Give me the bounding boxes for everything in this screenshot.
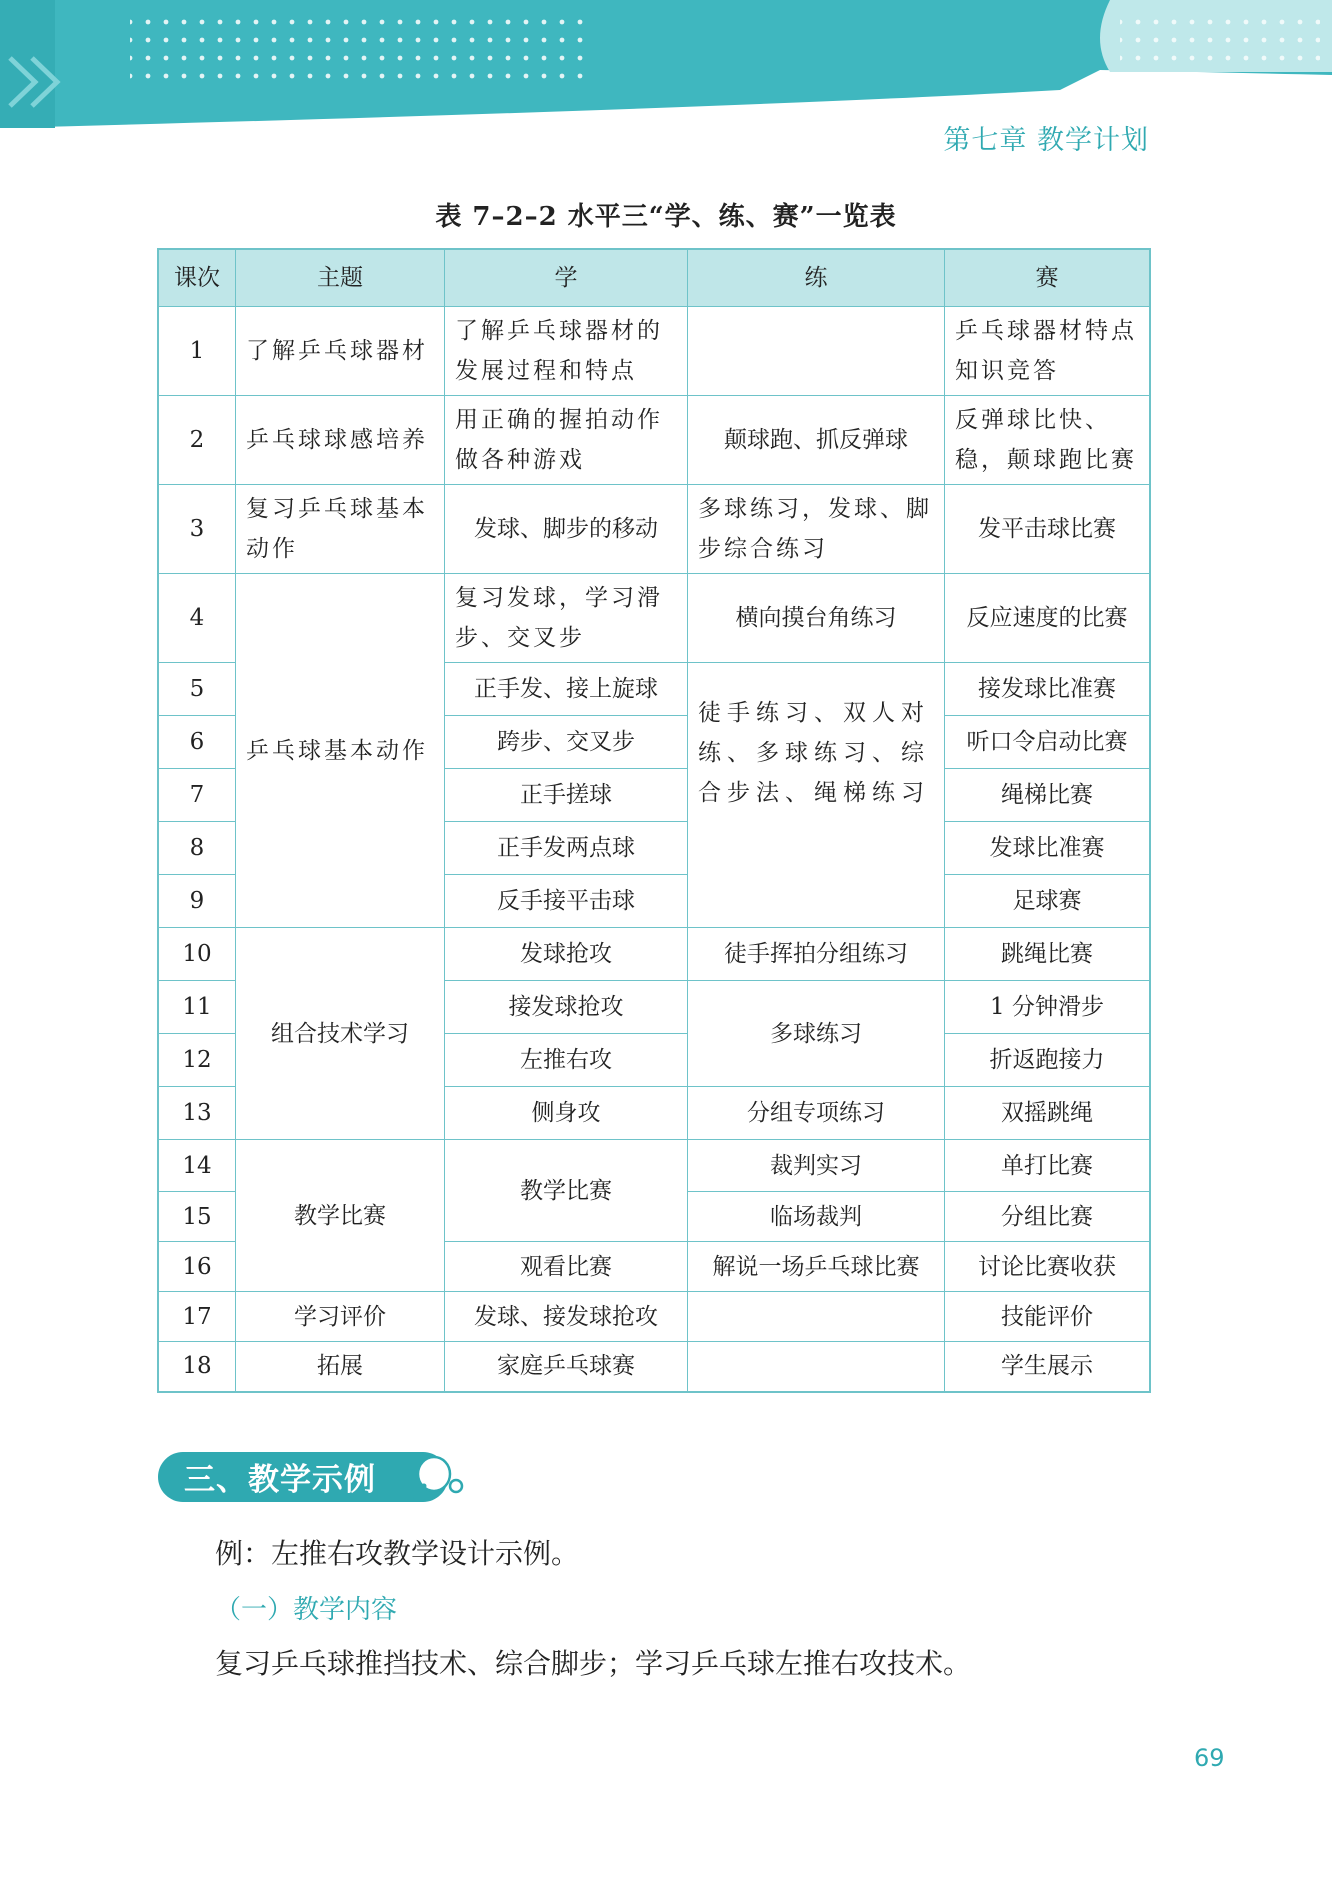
- ping-pong-paddle-icon: [410, 1452, 470, 1504]
- lesson-number: 17: [158, 1292, 236, 1342]
- practice-cell: 横向摸台角练习: [688, 574, 945, 663]
- practice-cell: [688, 1292, 945, 1342]
- header-cell: 主题: [236, 249, 445, 307]
- lesson-number: 16: [158, 1242, 236, 1292]
- practice-cell: 分组专项练习: [688, 1087, 945, 1140]
- lesson-table: [157, 248, 1151, 1393]
- practice-cell: [688, 1342, 945, 1392]
- table-row: [158, 928, 1150, 981]
- theme-cell: 乒乓球球感培养: [236, 396, 445, 485]
- learn-cell: 跨步、交叉步: [445, 716, 688, 769]
- lesson-number: 1: [158, 307, 236, 396]
- table-caption: 表 7–2–2 水平三“学、练、赛”一览表: [435, 202, 897, 232]
- lesson-number: 12: [158, 1034, 236, 1087]
- practice-cell: 徒手挥拍分组练习: [688, 928, 945, 981]
- lesson-number: 9: [158, 875, 236, 928]
- compete-cell: 乒乓球器材特点知识竞答: [945, 307, 1151, 396]
- header-cell: 赛: [945, 249, 1151, 307]
- section-title: 三、教学示例: [184, 1462, 376, 1498]
- learn-cell: 侧身攻: [445, 1087, 688, 1140]
- learn-cell: 教学比赛: [445, 1140, 688, 1242]
- lesson-number: 8: [158, 822, 236, 875]
- compete-cell: 单打比赛: [945, 1140, 1151, 1192]
- learn-cell: 用正确的握拍动作做各种游戏: [445, 396, 688, 485]
- compete-cell: 学生展示: [945, 1342, 1151, 1392]
- compete-cell: 跳绳比赛: [945, 928, 1151, 981]
- page-number: 69: [1194, 1744, 1225, 1772]
- learn-cell: 正手发两点球: [445, 822, 688, 875]
- learn-cell: 正手搓球: [445, 769, 688, 822]
- table-row: [158, 1292, 1150, 1342]
- table-header-row: [158, 249, 1150, 307]
- table-row: [158, 307, 1150, 396]
- lesson-number: 14: [158, 1140, 236, 1192]
- table-row: [158, 396, 1150, 485]
- learn-cell: 正手发、接上旋球: [445, 663, 688, 716]
- practice-cell: [688, 307, 945, 396]
- learn-cell: 了解乒乓球器材的发展过程和特点: [445, 307, 688, 396]
- lesson-number: 10: [158, 928, 236, 981]
- practice-cell: 解说一场乒乓球比赛: [688, 1242, 945, 1292]
- lesson-number: 11: [158, 981, 236, 1034]
- learn-cell: 发球、接发球抢攻: [445, 1292, 688, 1342]
- practice-cell: 多球练习: [688, 981, 945, 1087]
- compete-cell: 足球赛: [945, 875, 1151, 928]
- lesson-number: 6: [158, 716, 236, 769]
- compete-cell: 听口令启动比赛: [945, 716, 1151, 769]
- compete-cell: 分组比赛: [945, 1192, 1151, 1242]
- learn-cell: 观看比赛: [445, 1242, 688, 1292]
- theme-cell: 学习评价: [236, 1292, 445, 1342]
- practice-cell: 临场裁判: [688, 1192, 945, 1242]
- practice-cell: 颠球跑、抓反弹球: [688, 396, 945, 485]
- table-row: [158, 574, 1150, 663]
- lesson-number: 13: [158, 1087, 236, 1140]
- theme-cell: 教学比赛: [236, 1140, 445, 1292]
- lesson-number: 4: [158, 574, 236, 663]
- compete-cell: 绳梯比赛: [945, 769, 1151, 822]
- theme-cell: 了解乒乓球器材: [236, 307, 445, 396]
- table-row: [158, 485, 1150, 574]
- lesson-number: 5: [158, 663, 236, 716]
- compete-cell: 发平击球比赛: [945, 485, 1151, 574]
- learn-cell: 发球、脚步的移动: [445, 485, 688, 574]
- chapter-title: 第七章 教学计划: [943, 125, 1149, 156]
- compete-cell: 技能评价: [945, 1292, 1151, 1342]
- learn-cell: 左推右攻: [445, 1034, 688, 1087]
- lesson-number: 2: [158, 396, 236, 485]
- theme-cell: 乒乓球基本动作: [236, 574, 445, 928]
- compete-cell: 讨论比赛收获: [945, 1242, 1151, 1292]
- practice-cell: 裁判实习: [688, 1140, 945, 1192]
- learn-cell: 接发球抢攻: [445, 981, 688, 1034]
- compete-cell: 发球比准赛: [945, 822, 1151, 875]
- lesson-number: 18: [158, 1342, 236, 1392]
- compete-cell: 反应速度的比赛: [945, 574, 1151, 663]
- lesson-number: 3: [158, 485, 236, 574]
- practice-cell: 多球练习，发球、脚步综合练习: [688, 485, 945, 574]
- compete-cell: 1 分钟滑步: [945, 981, 1151, 1034]
- lesson-number: 7: [158, 769, 236, 822]
- example-intro: 例：左推右攻教学设计示例。: [215, 1537, 580, 1570]
- compete-cell: 折返跑接力: [945, 1034, 1151, 1087]
- header-cell: 练: [688, 249, 945, 307]
- learn-cell: 反手接平击球: [445, 875, 688, 928]
- header-cell: 学: [445, 249, 688, 307]
- learn-cell: 发球抢攻: [445, 928, 688, 981]
- compete-cell: 双摇跳绳: [945, 1087, 1151, 1140]
- theme-cell: 复习乒乓球基本动作: [236, 485, 445, 574]
- compete-cell: 接发球比准赛: [945, 663, 1151, 716]
- content-paragraph: 复习乒乓球推挡技术、综合脚步；学习乒乓球左推右攻技术。: [215, 1647, 972, 1680]
- lesson-number: 15: [158, 1192, 236, 1242]
- theme-cell: 组合技术学习: [236, 928, 445, 1140]
- table-row: [158, 1140, 1150, 1192]
- theme-cell: 拓展: [236, 1342, 445, 1392]
- learn-cell: 家庭乒乓球赛: [445, 1342, 688, 1392]
- table-row: [158, 1342, 1150, 1392]
- header-cell: 课次: [158, 249, 236, 307]
- learn-cell: 复习发球，学习滑步、交叉步: [445, 574, 688, 663]
- compete-cell: 反弹球比快、稳，颠球跑比赛: [945, 396, 1151, 485]
- practice-cell: 徒手练习、双人对练、多球练习、综合步法、绳梯练习: [688, 663, 945, 928]
- subsection-title: （一）教学内容: [215, 1595, 398, 1625]
